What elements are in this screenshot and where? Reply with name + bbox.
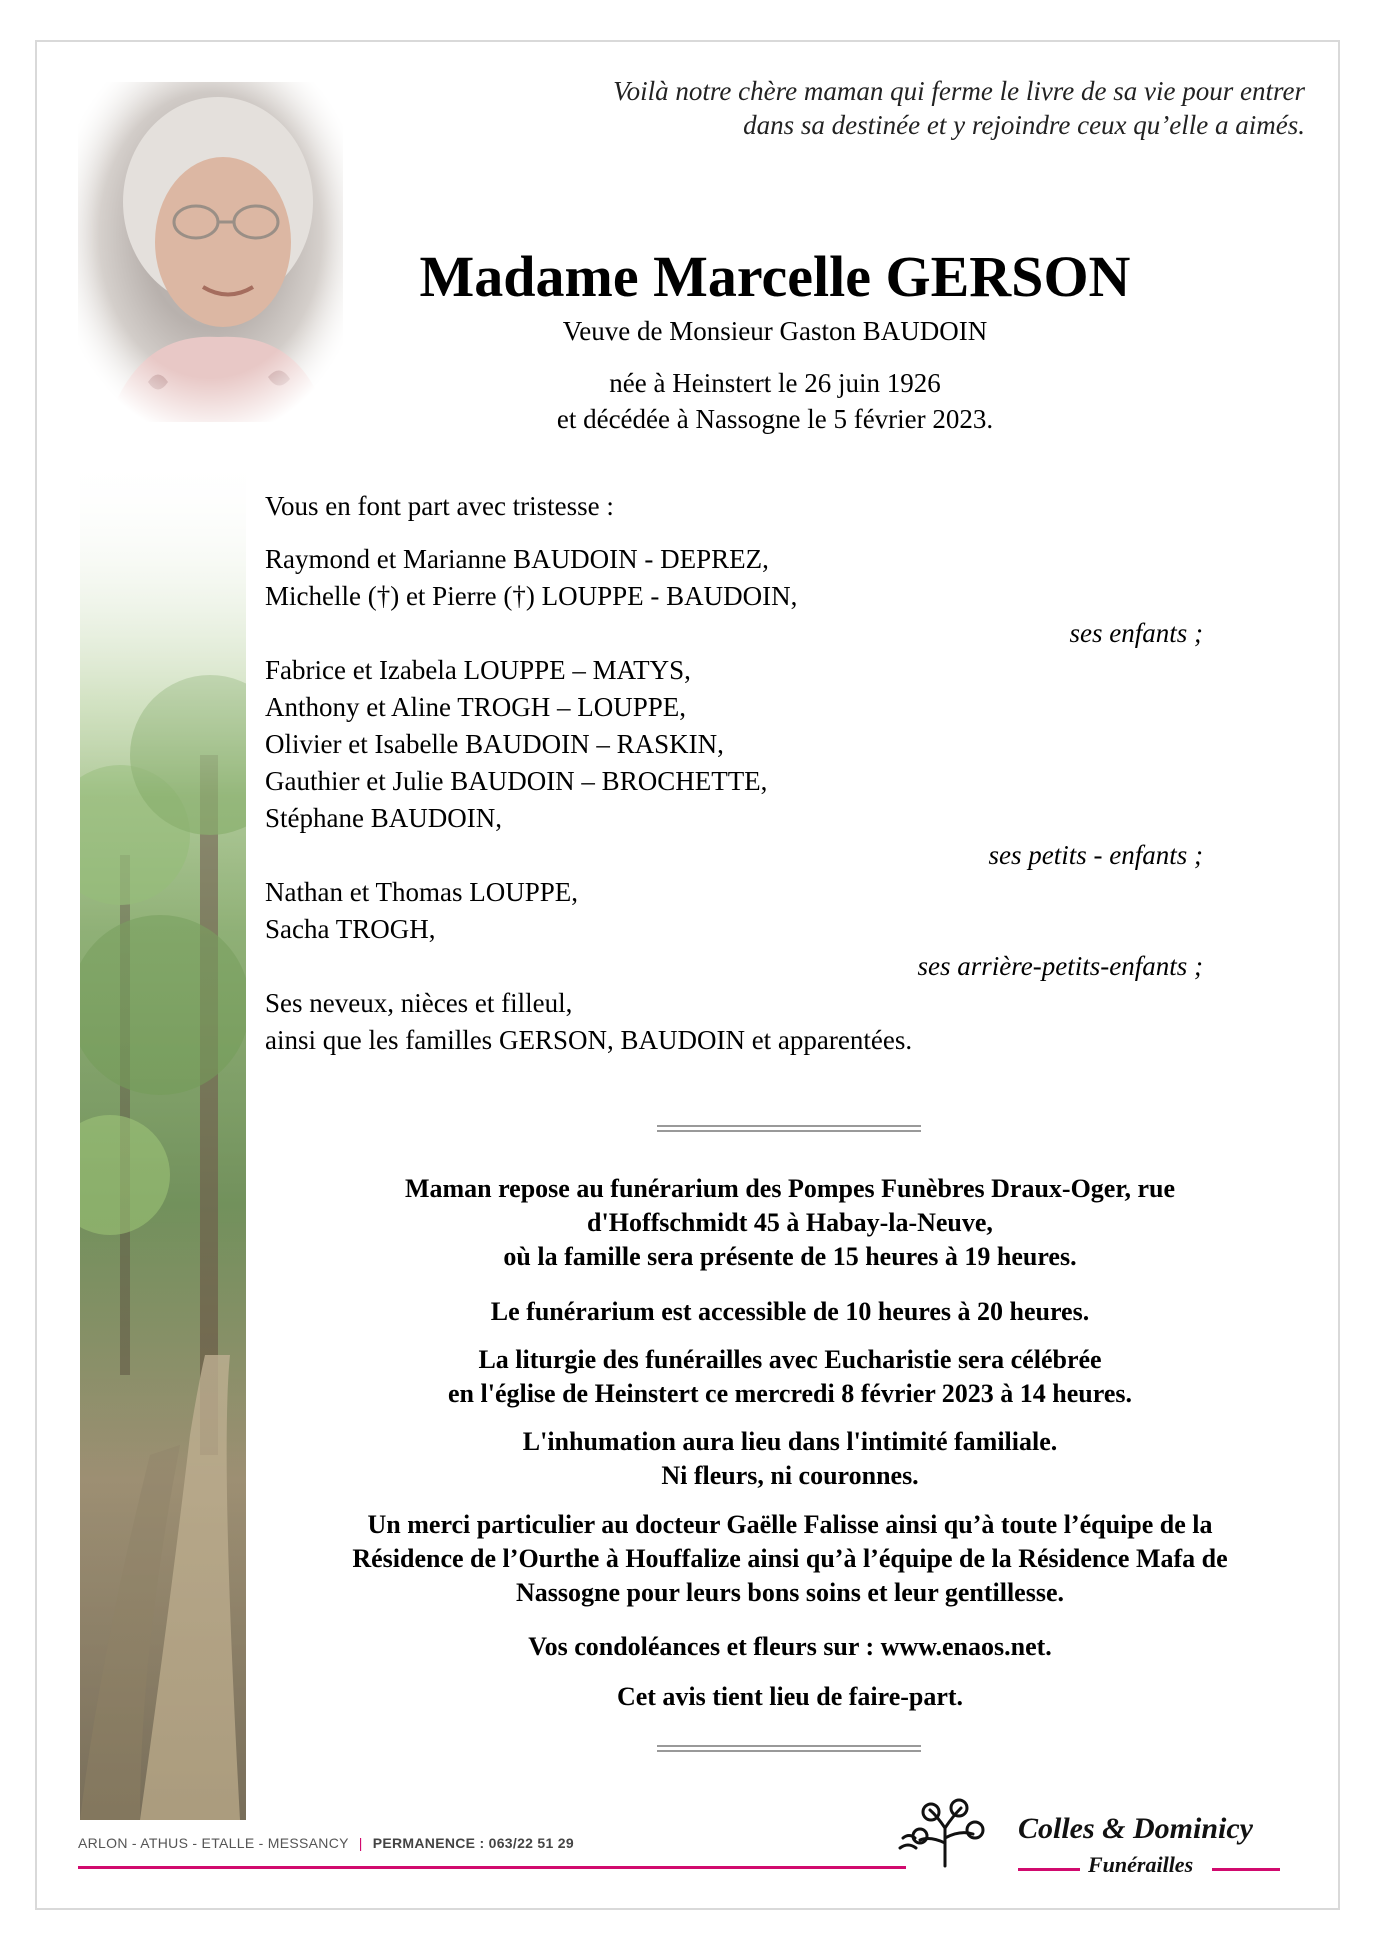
grandchild-entry: Stéphane BAUDOIN,	[265, 803, 502, 833]
family-intro: Vous en font part avec tristesse :	[265, 491, 614, 521]
thanks-line: Un merci particulier au docteur Gaëlle Falisse ainsi qu’à toute l’équipe de la	[367, 1510, 1213, 1539]
notice-text: Cet avis tient lieu de faire-part.	[616, 1682, 964, 1711]
deceased-name: Madame Marcelle GERSON	[419, 244, 1131, 309]
great-grandchildren-role: ses arrière-petits-enfants ;	[917, 951, 1203, 981]
double-divider	[657, 1745, 921, 1752]
footer-accent-line	[78, 1866, 906, 1869]
other-relatives: Ses neveux, nièces et filleul,	[265, 988, 573, 1018]
company-accent-right	[1212, 1868, 1280, 1871]
quote-line-1: Voilà notre chère maman qui ferme le livre de sa vie pour entrer	[613, 76, 1305, 106]
liturgy-line: en l'église de Heinstert ce mercredi 8 février 2023 à 14 heures.	[448, 1379, 1132, 1408]
company-subtitle: Funérailles	[1088, 1852, 1194, 1877]
death-line: et décédée à Nassogne le 5 février 2023.	[556, 404, 994, 434]
funerarium-line: d'Hoffschmidt 45 à Habay-la-Neuve,	[587, 1208, 993, 1237]
forest-path-image	[80, 455, 246, 1820]
company-accent-left	[1018, 1868, 1080, 1871]
liturgy-line: La liturgie des funérailles avec Eucharistie sera célébrée	[478, 1345, 1102, 1374]
tree-logo-icon	[895, 1798, 995, 1868]
children-role: ses enfants ;	[1069, 618, 1203, 648]
quote-line-2: dans sa destinée et y rejoindre ceux qu’elle a aimés.	[743, 110, 1305, 140]
child-entry: Michelle (†) et Pierre (†) LOUPPE - BAUDOIN,	[265, 581, 798, 611]
footer-permanence: PERMANENCE : 063/22 51 29	[372, 1835, 574, 1851]
footer-separator: |	[358, 1835, 363, 1851]
thanks-line: Résidence de l’Ourthe à Houffalize ainsi qu’à l’équipe de la Résidence Mafa de	[352, 1544, 1228, 1573]
child-entry: Raymond et Marianne BAUDOIN - DEPREZ,	[265, 544, 769, 574]
birth-line: née à Heinstert le 26 juin 1926	[609, 368, 941, 398]
grandchild-entry: Fabrice et Izabela LOUPPE – MATYS,	[265, 655, 691, 685]
footer-locations: ARLON - ATHUS - ETALLE - MESSANCY	[78, 1835, 349, 1851]
thanks-line: Nassogne pour leurs bons soins et leur gentillesse.	[516, 1578, 1064, 1607]
condolences-link: Vos condoléances et fleurs sur : www.enaos.net.	[528, 1632, 1052, 1661]
liturgy-info	[270, 1343, 1310, 1411]
thanks-message	[270, 1508, 1310, 1610]
opening-quote	[405, 74, 1305, 142]
widow-of: Veuve de Monsieur Gaston BAUDOIN	[562, 316, 988, 346]
access-hours: Le funérarium est accessible de 10 heures à 20 heures.	[490, 1297, 1090, 1326]
other-relatives: ainsi que les familles GERSON, BAUDOIN et apparentées.	[265, 1025, 913, 1055]
burial-line: L'inhumation aura lieu dans l'intimité familiale.	[522, 1427, 1058, 1456]
funerarium-line: Maman repose au funérarium des Pompes Funèbres Draux-Oger, rue	[404, 1174, 1176, 1203]
grandchild-entry: Gauthier et Julie BAUDOIN – BROCHETTE,	[265, 766, 768, 796]
grandchildren-role: ses petits - enfants ;	[988, 840, 1203, 870]
company-name: Colles & Dominicy	[1018, 1812, 1253, 1845]
funerarium-info	[270, 1172, 1310, 1274]
funerarium-line: où la famille sera présente de 15 heures à 19 heures.	[503, 1242, 1077, 1271]
grandchild-entry: Anthony et Aline TROGH – LOUPPE,	[265, 692, 687, 722]
double-divider	[657, 1125, 921, 1132]
great-grandchild-entry: Nathan et Thomas LOUPPE,	[265, 877, 578, 907]
forest-illustration	[80, 455, 246, 1820]
great-grandchild-entry: Sacha TROGH,	[265, 914, 436, 944]
burial-info	[270, 1425, 1310, 1493]
burial-line: Ni fleurs, ni couronnes.	[661, 1461, 919, 1490]
grandchild-entry: Olivier et Isabelle BAUDOIN – RASKIN,	[265, 729, 724, 759]
footer-contact	[78, 1835, 574, 1851]
family-announcement	[265, 488, 1265, 1059]
